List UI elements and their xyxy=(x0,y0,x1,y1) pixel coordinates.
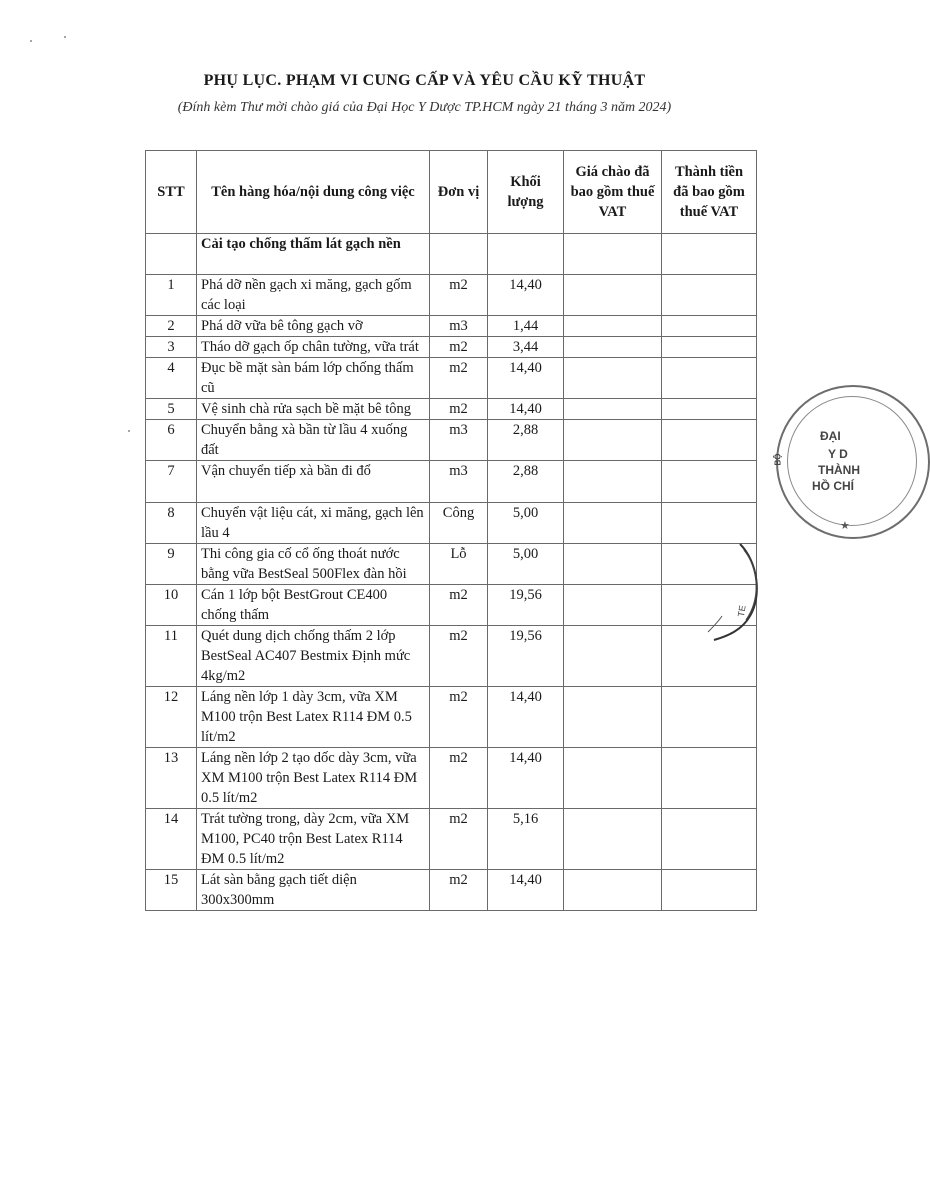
table-header-row xyxy=(146,151,757,234)
row-price xyxy=(564,420,662,461)
row-name: Chuyển bằng xà bần từ lầu 4 xuống đất xyxy=(197,420,430,461)
row-stt: 12 xyxy=(146,687,197,748)
seal-text-line: Y D xyxy=(828,447,848,461)
row-total xyxy=(662,316,757,337)
scan-speck xyxy=(128,430,130,432)
row-total xyxy=(662,809,757,870)
row-name: Láng nền lớp 2 tạo dốc dày 3cm, vữa XM M100 trộn Best Latex R114 ĐM 0.5 lít/m2 xyxy=(197,748,430,809)
section-row xyxy=(146,234,757,275)
row-name: Vệ sinh chà rửa sạch bề mặt bê tông xyxy=(197,399,430,420)
row-total xyxy=(662,461,757,503)
row-unit: m2 xyxy=(430,687,488,748)
seal-text-line: ĐẠI xyxy=(820,429,841,443)
row-qty: 2,88 xyxy=(488,420,564,461)
row-stt: 7 xyxy=(146,461,197,503)
row-qty: 14,40 xyxy=(488,358,564,399)
header-price: Giá chào đã bao gồm thuế VAT xyxy=(564,151,662,234)
row-unit: m2 xyxy=(430,626,488,687)
row-qty: 14,40 xyxy=(488,748,564,809)
row-unit: m2 xyxy=(430,870,488,911)
table-row xyxy=(146,316,757,337)
table-row xyxy=(146,503,757,544)
header-stt: STT xyxy=(146,151,197,234)
row-total xyxy=(662,870,757,911)
row-qty: 5,00 xyxy=(488,544,564,585)
row-unit: m3 xyxy=(430,420,488,461)
table-row xyxy=(146,399,757,420)
row-unit: m2 xyxy=(430,399,488,420)
row-qty: 2,88 xyxy=(488,461,564,503)
row-stt: 4 xyxy=(146,358,197,399)
row-price xyxy=(564,275,662,316)
row-name: Đục bề mặt sàn bám lớp chống thấm cũ xyxy=(197,358,430,399)
row-name: Tháo dỡ gạch ốp chân tường, vữa trát xyxy=(197,337,430,358)
row-stt: 10 xyxy=(146,585,197,626)
row-total xyxy=(662,503,757,544)
row-name: Quét dung dịch chống thấm 2 lớp BestSeal AC407 Bestmix Định mức 4kg/m2 xyxy=(197,626,430,687)
row-stt: 1 xyxy=(146,275,197,316)
row-stt: 8 xyxy=(146,503,197,544)
seal-text-line: HỒ CHÍ xyxy=(812,479,854,493)
row-stt: 15 xyxy=(146,870,197,911)
row-unit: Công xyxy=(430,503,488,544)
seal-inner-ring xyxy=(787,396,917,526)
row-name: Chuyển vật liệu cát, xi măng, gạch lên lầu 4 xyxy=(197,503,430,544)
row-qty: 5,00 xyxy=(488,503,564,544)
row-total xyxy=(662,337,757,358)
section-title: Cải tạo chống thấm lát gạch nền xyxy=(197,234,430,275)
row-unit: m2 xyxy=(430,337,488,358)
table-row xyxy=(146,275,757,316)
row-price xyxy=(564,626,662,687)
row-stt: 13 xyxy=(146,748,197,809)
section-total-cell xyxy=(662,234,757,275)
row-qty: 14,40 xyxy=(488,687,564,748)
signature-mark xyxy=(700,540,770,650)
row-qty: 5,16 xyxy=(488,809,564,870)
row-price xyxy=(564,358,662,399)
row-name: Phá dỡ vữa bê tông gạch vỡ xyxy=(197,316,430,337)
scan-speck xyxy=(64,36,66,38)
spec-table xyxy=(145,150,757,911)
row-stt: 9 xyxy=(146,544,197,585)
row-unit: m2 xyxy=(430,748,488,809)
table-row xyxy=(146,687,757,748)
table-row xyxy=(146,337,757,358)
table-row xyxy=(146,809,757,870)
row-price xyxy=(564,687,662,748)
row-total xyxy=(662,687,757,748)
row-total xyxy=(662,748,757,809)
table-row xyxy=(146,544,757,585)
table-row xyxy=(146,358,757,399)
section-qty-cell xyxy=(488,234,564,275)
seal-text-line: THÀNH xyxy=(818,463,860,477)
page-title: PHỤ LỤC. PHẠM VI CUNG CẤP VÀ YÊU CẦU KỸ THUẬT xyxy=(203,72,646,89)
row-stt: 3 xyxy=(146,337,197,358)
row-stt: 6 xyxy=(146,420,197,461)
section-stt-cell xyxy=(146,234,197,275)
table-row xyxy=(146,420,757,461)
row-price xyxy=(564,748,662,809)
page-subtitle: (Đính kèm Thư mời chào giá của Đại Học Y Dược TP.HCM ngày 21 tháng 3 năm 2024) xyxy=(177,100,672,115)
row-price xyxy=(564,399,662,420)
row-total xyxy=(662,275,757,316)
row-name: Vận chuyển tiếp xà bần đi đổ xyxy=(197,461,430,503)
row-name: Láng nền lớp 1 dày 3cm, vữa XM M100 trộn Best Latex R114 ĐM 0.5 lít/m2 xyxy=(197,687,430,748)
seal-star-icon: ★ xyxy=(840,519,850,532)
row-name: Trát tường trong, dày 2cm, vữa XM M100, PC40 trộn Best Latex R114 ĐM 0.5 lít/m2 xyxy=(197,809,430,870)
header-name: Tên hàng hóa/nội dung công việc xyxy=(197,151,430,234)
row-price xyxy=(564,544,662,585)
table-row xyxy=(146,461,757,503)
row-name: Phá dỡ nền gạch xi măng, gạch gốm các loại xyxy=(197,275,430,316)
row-stt: 11 xyxy=(146,626,197,687)
row-qty: 14,40 xyxy=(488,399,564,420)
row-price xyxy=(564,585,662,626)
row-qty: 19,56 xyxy=(488,585,564,626)
row-qty: 14,40 xyxy=(488,870,564,911)
row-name: Cán 1 lớp bột BestGrout CE400 chống thấm xyxy=(197,585,430,626)
row-stt: 5 xyxy=(146,399,197,420)
seal-side-text: BỘ xyxy=(773,453,783,466)
table-row xyxy=(146,626,757,687)
row-total xyxy=(662,358,757,399)
row-unit: m3 xyxy=(430,316,488,337)
header-qty: Khối lượng xyxy=(488,151,564,234)
row-price xyxy=(564,503,662,544)
row-qty: 1,44 xyxy=(488,316,564,337)
table-row xyxy=(146,585,757,626)
row-price xyxy=(564,337,662,358)
row-price xyxy=(564,870,662,911)
signature-stroke xyxy=(714,544,757,640)
row-stt: 14 xyxy=(146,809,197,870)
row-qty: 19,56 xyxy=(488,626,564,687)
row-name: Lát sàn bằng gạch tiết diện 300x300mm xyxy=(197,870,430,911)
row-unit: Lỗ xyxy=(430,544,488,585)
scan-speck xyxy=(30,40,32,42)
row-price xyxy=(564,461,662,503)
signature-stroke xyxy=(708,616,722,632)
row-unit: m2 xyxy=(430,809,488,870)
row-total xyxy=(662,399,757,420)
section-price-cell xyxy=(564,234,662,275)
header-total: Thành tiền đã bao gồm thuế VAT xyxy=(662,151,757,234)
row-unit: m3 xyxy=(430,461,488,503)
table-row xyxy=(146,870,757,911)
section-unit-cell xyxy=(430,234,488,275)
row-qty: 3,44 xyxy=(488,337,564,358)
row-total xyxy=(662,420,757,461)
signature-mark-text: TE xyxy=(735,604,748,618)
row-unit: m2 xyxy=(430,358,488,399)
row-qty: 14,40 xyxy=(488,275,564,316)
table-row xyxy=(146,748,757,809)
row-unit: m2 xyxy=(430,585,488,626)
row-stt: 2 xyxy=(146,316,197,337)
row-name: Thi công gia cố cổ ống thoát nước bằng vữa BestSeal 500Flex đàn hồi xyxy=(197,544,430,585)
row-price xyxy=(564,316,662,337)
row-unit: m2 xyxy=(430,275,488,316)
header-unit: Đơn vị xyxy=(430,151,488,234)
official-seal xyxy=(773,385,930,539)
row-price xyxy=(564,809,662,870)
